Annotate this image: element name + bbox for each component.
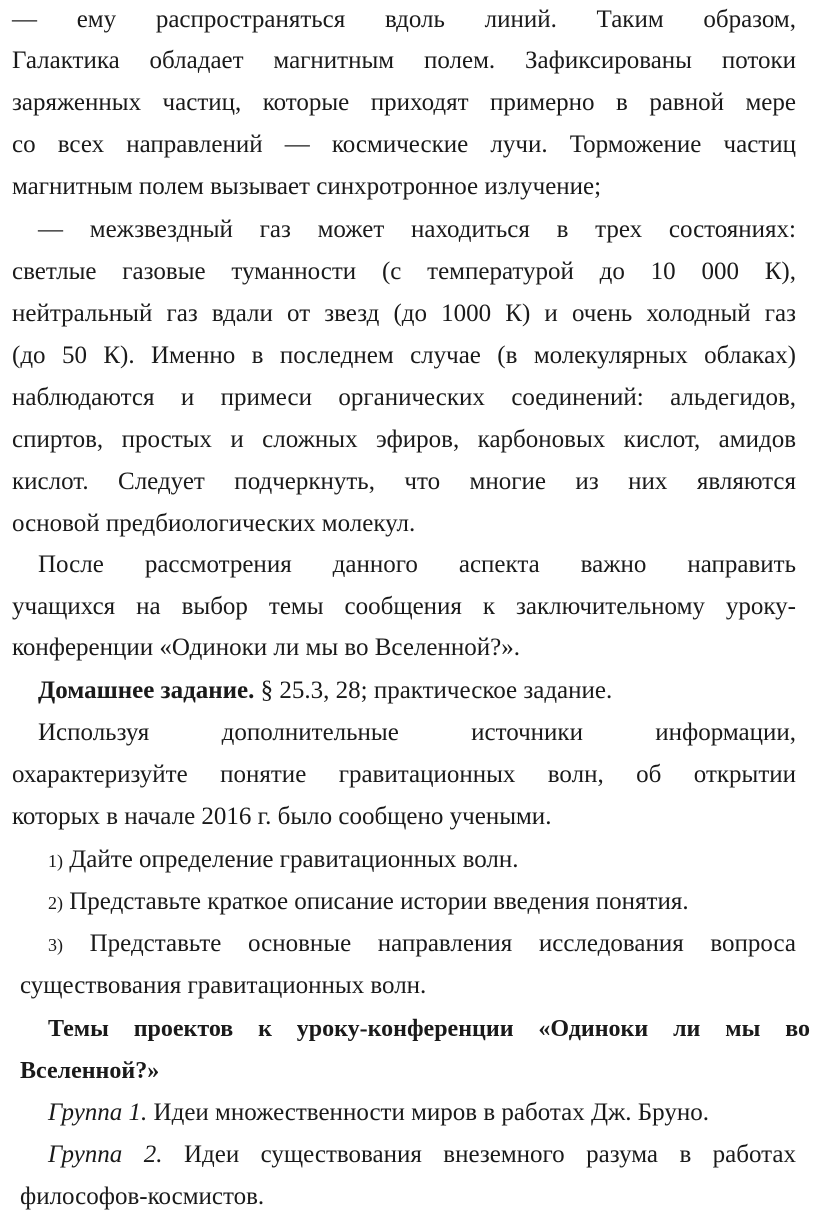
- homework-text: § 25.3, 28; практическое задание.: [254, 677, 613, 704]
- homework-heading: Домашнее задание.: [38, 677, 255, 704]
- list-item-text: Представьте краткое описание истории введения понятия.: [63, 888, 689, 915]
- group-text: Идеи существования внеземного разума в работах: [162, 1141, 796, 1168]
- list-number: 3): [48, 935, 63, 955]
- paragraph-line: (до 50 К). Именно в последнем случае (в молекулярных облаках): [12, 342, 796, 369]
- list-item: [48, 887, 796, 918]
- paragraph-line: учащихся на выбор темы сообщения к заключительному уроку-: [12, 593, 796, 620]
- group-text: Идеи множественности миров в работах Дж. Бруно.: [147, 1099, 709, 1126]
- group-line: [48, 1098, 796, 1128]
- group-label: Группа 1.: [48, 1099, 148, 1126]
- projects-heading-cont: Вселенной?»: [20, 1058, 160, 1084]
- paragraph-line: кислот. Следует подчеркнуть, что многие из них являются: [12, 468, 796, 495]
- list-item-text: Дайте определение гравитационных волн.: [63, 846, 519, 873]
- paragraph-line: Используя дополнительные источники информации,: [38, 719, 796, 746]
- paragraph-line: Галактика обладает магнитным полем. Зафиксированы потоки: [12, 47, 796, 74]
- projects-heading: Темы проектов к уроку-конференции «Одиноки ли мы во: [48, 1016, 810, 1042]
- list-item: [48, 845, 796, 876]
- paragraph-line: После рассмотрения данного аспекта важно направить: [38, 551, 796, 578]
- list-number: 2): [48, 893, 63, 913]
- paragraph-line: — межзвездный газ может находиться в трех состояниях:: [38, 216, 796, 243]
- list-item: [48, 929, 796, 960]
- paragraph-line: философов-космистов.: [20, 1183, 265, 1210]
- paragraph-line: наблюдаются и примеси органических соединений: альдегидов,: [12, 384, 796, 411]
- paragraph-line: основой предбиологических молекул.: [12, 510, 416, 537]
- paragraph-line: — ему распространяться вдоль линий. Таким образом,: [12, 6, 796, 33]
- paragraph-line: нейтральный газ вдали от звезд (до 1000 К) и очень холодный газ: [12, 300, 796, 327]
- paragraph-line: охарактеризуйте понятие гравитационных волн, об открытии: [12, 761, 796, 788]
- homework-line: [38, 676, 796, 706]
- group-line: [48, 1140, 796, 1170]
- paragraph-line: существования гравитационных волн.: [20, 972, 427, 999]
- paragraph-line: которых в начале 2016 г. было сообщено учеными.: [12, 803, 552, 830]
- group-label: Группа 2.: [48, 1141, 163, 1168]
- paragraph-line: конференции «Одиноки ли мы во Вселенной?».: [12, 634, 520, 661]
- paragraph-line: магнитным полем вызывает синхротронное излучение;: [12, 173, 602, 200]
- paragraph-line: спиртов, простых и сложных эфиров, карбоновых кислот, амидов: [12, 426, 796, 453]
- paragraph-line: светлые газовые туманности (с температурой до 10 000 К),: [12, 258, 796, 285]
- list-item-text: Представьте основные направления исследования вопроса: [63, 930, 796, 957]
- paragraph-line: заряженных частиц, которые приходят примерно в равной мере: [12, 89, 796, 116]
- list-number: 1): [48, 851, 63, 871]
- paragraph-line: со всех направлений — космические лучи. Торможение частиц: [12, 131, 796, 158]
